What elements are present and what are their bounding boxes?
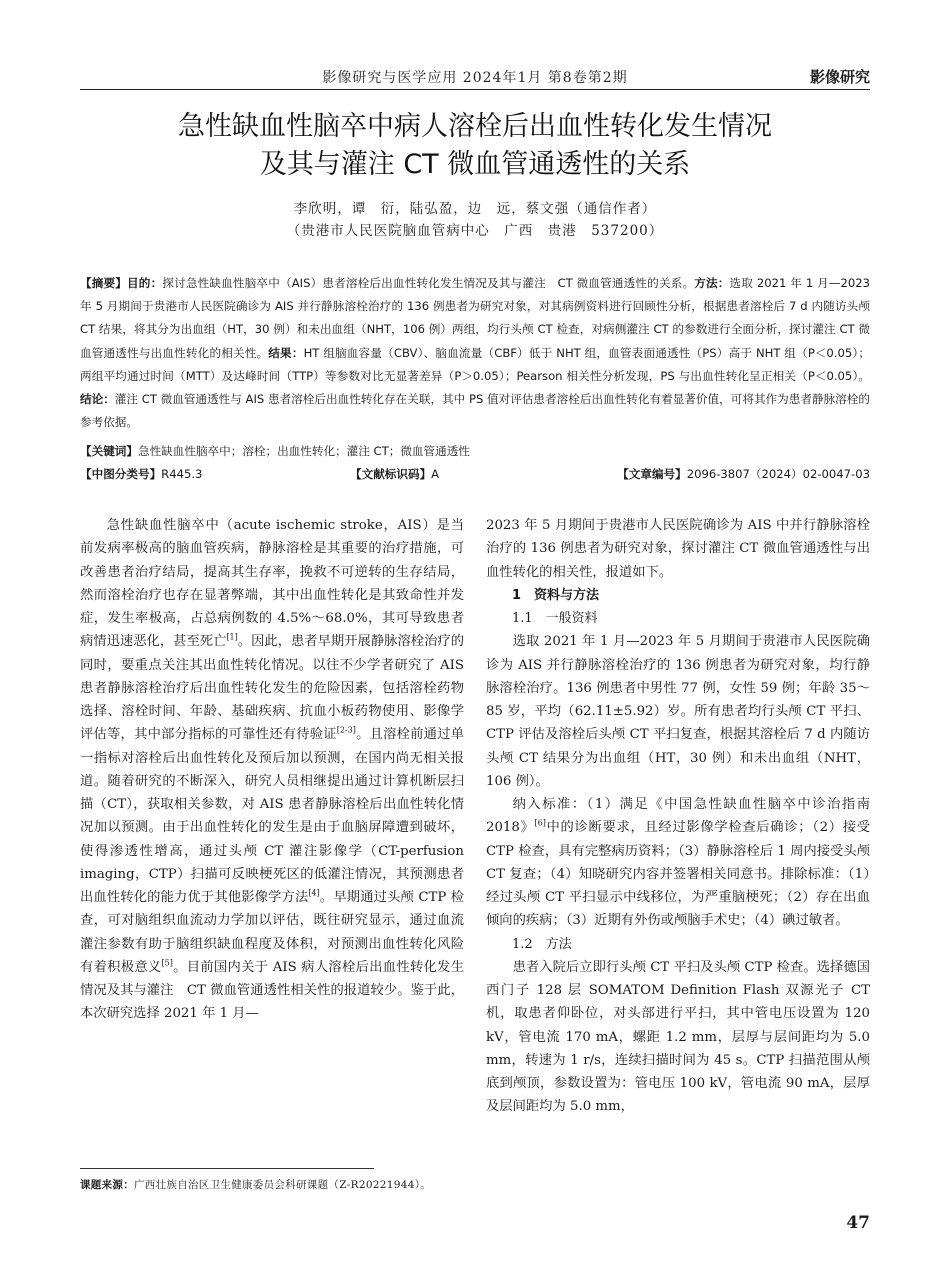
footnote-text: 广西壮族自治区卫生健康委员会科研课题（Z-R20221944）。 (134, 1179, 432, 1191)
intro-text-5: 。目前国内关于 AIS 病人溶栓后出血性转化发生情况及其与灌注 CT 微血管通透性相关性的报道较少。鉴于此，本次研究选择 2021 年 1 月— (80, 959, 465, 1022)
objective-label: 目的： (127, 276, 163, 290)
result-label: 结果： (268, 345, 304, 360)
subsection-heading-1-1: 1.1 一般资料 (512, 611, 598, 626)
objective-text: 探讨急性缺血性脑卒中（AIS）患者溶栓后出血性转化发生情况及其与灌注 CT 微血管通透性的关系。 (162, 276, 695, 290)
journal-info: 影像研究与医学应用 2024年1月 第8卷第2期 (322, 70, 628, 86)
method-label: 方法： (694, 276, 730, 290)
criteria-paragraph (486, 793, 870, 933)
citation-4: [4] (308, 888, 320, 898)
intro-text-3: 。且溶栓前通过单一指标对溶栓后出血性转化及预后加以预测，在国内尚无相关报道。随着研究的不断深入，研究人员相继提出通过计算机断层扫描（CT），获取相关参数，对 AIS 患者静脉溶栓后出血性转化情况加以预测。由于出血性转化的发生是由于血脑屏障遭到破坏，使得渗透性增高，通过头颅 CT 灌注影像学（CT-perfusion imaging，CTP）扫描可反映梗死区的低灌注情况，其预测患者出血性转化的能力优于其他影像学方法 (80, 727, 465, 905)
criteria-text-2: 中的诊断要求，且经过影像学检查后确诊；（2）接受 CTP 检查，具有完整病历资料；（3）静脉溶栓后 1 周内接受头颅 CT 复查；（4）知晓研究内容并签署相关同意书。排除标准：（1）经过头颅 CT 平扫显示中线移位，为严重脑梗死；（2）存在出血倾向的疾病；（3）近期有外伤或颅脑手术史；（4）碘过敏者。 (486, 820, 870, 929)
intro-continuation: 2023 年 5 月期间于贵港市人民医院确诊为 AIS 中并行静脉溶栓治疗的 136 例患者为研究对象，探讨灌注 CT 微血管通透性与出血性转化的相关性，报道如下。 (486, 518, 870, 580)
funding-footnote (80, 1177, 480, 1192)
document-code (350, 463, 439, 485)
article-title (80, 108, 870, 184)
methods-paragraph: 患者入院后立即行头颅 CT 平扫及头颅 CTP 检查。选择德国西门子 128 层 SOMATOM Definition Flash 双源光子 CT 机，取患者仰卧位，对头部进行平扫，其中管电压设置为 120 kV，管电流 170 mA，螺距 1.2 mm，层厚与层间距均为 5.0 mm，转速为 1 r/s，连续扫描时间为 45 s。CTP 扫描范围从颅底到颅顶，参数设置为：管电压 100 kV，管电流 90 mA，层厚及层间距均为 5.0 mm， (486, 959, 870, 1115)
classification-line (80, 463, 870, 485)
keywords-text: 急性缺血性脑卒中；溶栓；出血性转化；灌注 CT；微血管通透性 (137, 444, 470, 458)
title-line-1: 急性缺血性脑卒中病人溶栓后出血性转化发生情况 (178, 111, 772, 142)
affiliation: （贵港市人民医院脑血管病中心 广西 贵港 537200） (286, 223, 664, 239)
intro-paragraph (80, 514, 464, 1026)
criteria-text-1: 纳入标准：（1）满足《中国急性缺血性脑卒中诊治指南 2018》 (486, 797, 870, 836)
method-text: 选取 2021 年 1 月—2023 年 5 月期间于贵港市人民医院确诊为 AIS 并行静脉溶栓治疗的 136 例患者为研究对象，对其病例资料进行回顾性分析，根据患者溶栓后 7 d 内随访头颅 CT 结果，将其分为出血组（HT，30 例）和未出血组（NHT，106 例）两组，均行头颅 CT 检查，对病侧灌注 CT 的参数进行全面分析，探讨灌注 CT 微血管通透性与出血性转化的相关性。 (80, 276, 870, 360)
doc-value: A (431, 467, 440, 481)
clc-value: R445.3 (161, 467, 203, 481)
conclusion-text: 灌注 CT 微血管通透性与 AIS 患者溶栓后出血性转化存在关联，其中 PS 值对评估患者溶栓后出血性转化有着显著价值，可将其作为患者静脉溶栓的参考依据。 (80, 392, 870, 430)
clc-label: 【中图分类号】 (80, 467, 162, 481)
keywords-label: 【关键词】 (80, 444, 138, 458)
citation-1: [1] (226, 632, 238, 642)
header-rule (80, 89, 870, 90)
intro-text-4: 。早期通过头颅 CTP 检查，可对脑组织血流动力学加以评估，既往研究显示，通过血流灌注参数有助于脑组织缺血程度及体积，对预测出血性转化风险有着积极意义 (80, 890, 464, 975)
citation-2-3: [2-3] (336, 725, 356, 735)
abstract-label: 【摘要】 (80, 276, 128, 290)
intro-text-1: 急性缺血性脑卒中（acute ischemic stroke，AIS）是当前发病率极高的脑血管疾病，静脉溶栓是其重要的治疗措施，可改善患者治疗结局，提高其生存率，挽救不可逆转的生存结局，然而溶栓治疗也存在显著弊端，其中出血性转化是其致命性并发症，发生率极高，占总病例数的 4.5%～68.0%，其可导致患者病情迅速恶化，甚至死亡 (80, 518, 464, 650)
title-line-2: 及其与灌注 CT 微血管通透性的关系 (259, 149, 691, 180)
abstract (80, 272, 870, 434)
article-number (617, 463, 870, 485)
result-text: HT 组脑血容量（CBV）、脑血流量（CBF）低于 NHT 组，血管表面通透性（PS）高于 NHT 组（P＜0.05）；两组平均通过时间（MTT）及达峰时间（TTP）等参数对比无显著差异（P＞0.05）；Pearson 相关性分析发现，PS 与出血性转化呈正相关（P＜0.05）。 (80, 345, 870, 383)
footnote-rule (80, 1168, 374, 1169)
body-column-left (80, 514, 464, 1026)
conclusion-label: 结论： (80, 392, 115, 407)
keywords (80, 440, 870, 462)
intro-text-2: 。因此，患者早期开展静脉溶栓治疗的同时，要重点关注其出血性转化情况。以往不少学者研究了 AIS 患者静脉溶栓治疗后出血性转化发生的危险因素，包括溶栓药物选择、溶栓时间、年龄、基础疾病、抗血小板药物使用、影像学评估等，其中部分指标的可靠性还有待验证 (80, 634, 465, 743)
author-list: 李欣明，谭 衍，陆弘盈，边 远，蔡文强（通信作者） (293, 201, 657, 217)
doc-label: 【文献标识码】 (350, 467, 432, 481)
running-header (80, 64, 870, 90)
clc-code (80, 463, 202, 485)
citation-5: [5] (161, 958, 173, 968)
section-heading-1: 1 资料与方法 (512, 587, 600, 603)
page-number: 47 (846, 1213, 870, 1233)
subsection-heading-1-2: 1.2 方法 (512, 936, 572, 952)
section-label: 影像研究 (809, 68, 870, 86)
general-data-paragraph: 选取 2021 年 1 月—2023 年 5 月期间于贵港市人民医院确诊为 AIS 并行静脉溶栓治疗的 136 例患者为研究对象，均行静脉溶栓治疗。136 例患者中男性 77 例，女性 59 例；年龄 35～85 岁，平均（62.11±5.92）岁。所有患者均行头颅 CT 平扫、CTP 评估及溶栓后头颅 CT 平扫复查，根据其溶栓后 7 d 内随访头颅 CT 结果分为出血组（HT，30 例）和未出血组（NHT，106 例）。 (486, 634, 870, 789)
citation-6: [6] (534, 818, 546, 828)
footnote-label: 课题来源： (80, 1179, 134, 1191)
article-value: 2096-3807（2024）02-0047-03 (686, 467, 870, 481)
body-column-right (486, 514, 870, 1119)
article-label: 【文章编号】 (617, 467, 687, 481)
